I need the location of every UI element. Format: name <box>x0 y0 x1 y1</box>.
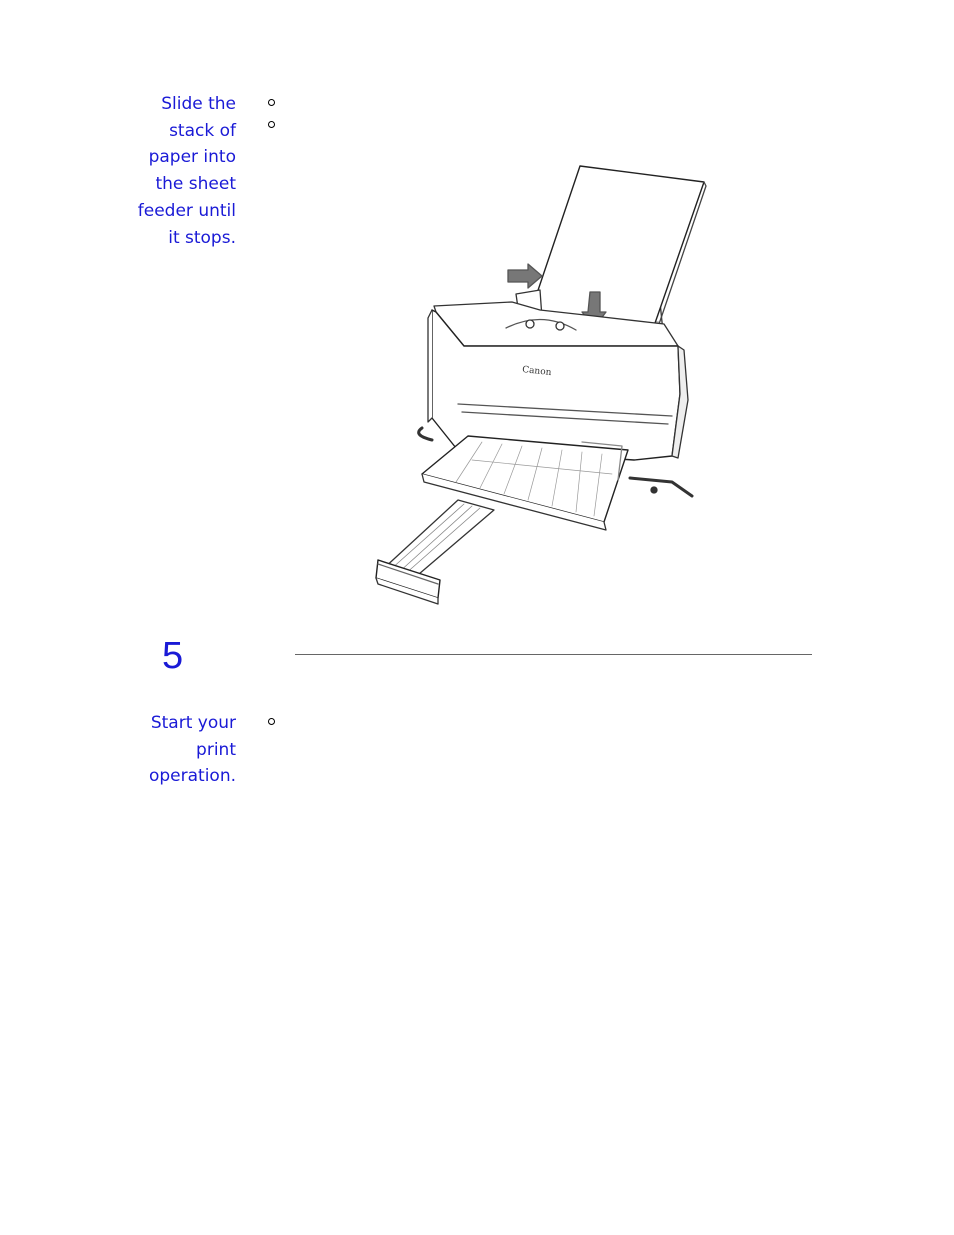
note-line: the sheet <box>155 174 236 195</box>
note-line: print <box>196 739 236 760</box>
note-line: paper into <box>148 147 236 168</box>
margin-note-slide-paper <box>116 91 236 251</box>
bullet-icon <box>268 99 275 106</box>
step-divider <box>295 654 812 655</box>
note-line: stack of <box>169 120 236 141</box>
note-line: Start your <box>150 713 236 733</box>
arrow-right-icon <box>508 264 542 288</box>
bullet-icon <box>268 718 275 725</box>
note-line: feeder until <box>137 200 236 221</box>
printer-illustration <box>372 160 712 605</box>
margin-note-start-print <box>116 710 236 790</box>
note-line: operation. <box>148 766 236 787</box>
bullet-icon <box>268 121 275 128</box>
note-line: it stops. <box>168 227 236 248</box>
svg-text:Canon: Canon <box>521 365 552 379</box>
step-number: 5 <box>162 635 184 677</box>
note-line: Slide the <box>161 94 236 114</box>
